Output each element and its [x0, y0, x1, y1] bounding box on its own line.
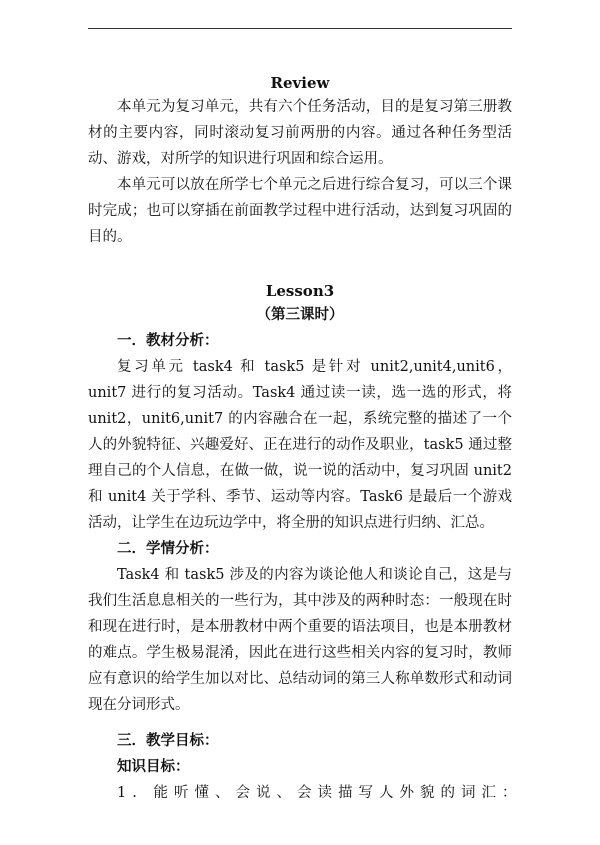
section-paragraph-materials: 复习单元 task4 和 task5 是针对 unit2,unit4,unit6，unit7 进行的复习活动。Task4 通过读一读，选一选的形式，将 unit2，unit6,unit7 的内容融合在一起，系统完整的描述了一个人的外貌特征、兴趣爱好、正在进行的动作及职业，task5 通过整理自己的个人信息，在做一做，说一说的活动中，复习巩固 unit2 和 unit4 关于学科、季节、运动等内容。Task6 是最后一个游戏活动，让学生在边玩边学中，将全册的知识点进行归纳、汇总。: [88, 359, 512, 531]
review-paragraph-1: 本单元为复习单元，共有六个任务活动，目的是复习第三册教材的主要内容，同时滚动复习前两册的内容。通过各种任务型活动、游戏，对所学的知识进行巩固和综合运用。: [88, 99, 512, 167]
review-paragraph-2: 本单元可以放在所学七个单元之后进行综合复习，可以三个课时完成；也可以穿插在前面教学过程中进行活动，达到复习巩固的目的。: [88, 177, 512, 245]
section-heading-objectives: 三．教学目标：: [117, 732, 219, 749]
document-body: [88, 72, 523, 806]
section-gap-small: [88, 718, 512, 728]
section-heading-students: 二．学情分析：: [117, 540, 219, 557]
review-title: Review: [270, 74, 330, 92]
section-heading-materials: 一．教材分析：: [117, 332, 219, 349]
lesson-title: Lesson3: [265, 282, 335, 300]
section-paragraph-students: Task4 和 task5 涉及的内容为谈论他人和谈论自己，这是与我们生活息息相关的一些行为，其中涉及的两种时态：一般现在时和现在进行时，是本册教材中两个重要的语法项目，也是本册教材的难点。学生极易混淆，因此在进行这些相关内容的复习时，教师应有意识的给学生加以对比、总结动词的第三人称单数形式和动词现在分词形式。: [88, 567, 512, 713]
subheading-knowledge-objectives: 知识目标：: [117, 758, 190, 775]
lesson-subtitle: （第三课时）: [256, 306, 344, 323]
objective-item-1: 1. 能听懂、会说、会读描写人外貌的词汇：: [117, 785, 523, 801]
section-gap: [88, 250, 512, 280]
header-rule: [88, 28, 512, 29]
